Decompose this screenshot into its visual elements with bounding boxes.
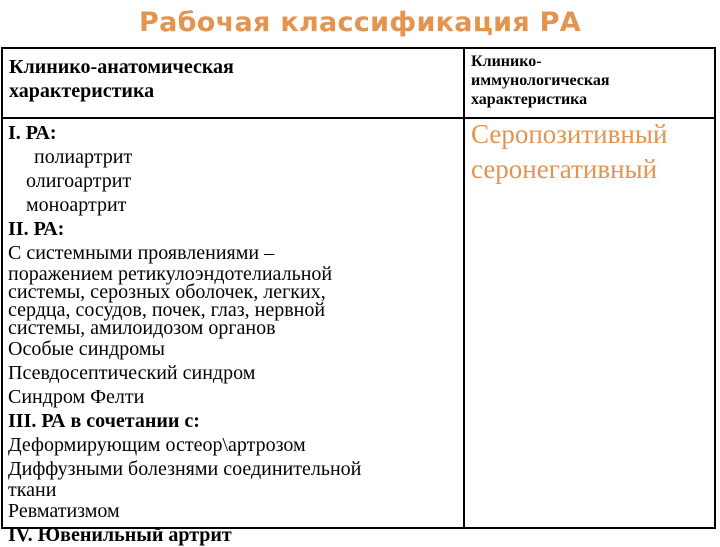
list-item: моноартрит	[26, 194, 127, 216]
section-heading: III. РА в сочетании с:	[8, 410, 200, 432]
header-right-cell	[471, 52, 711, 109]
list-item: системы, амилоидозом органов	[8, 317, 276, 339]
list-item: серонегативный	[471, 154, 658, 184]
list-item: Диффузными болезнями соединительной	[8, 458, 362, 480]
header-left-line: Клинико-анатомическая	[9, 56, 234, 78]
slide-title: Рабочая классификация РА	[139, 7, 581, 38]
list-item: Ревматизмом	[8, 500, 120, 522]
list-item: поражением ретикулоэндотелиальной	[8, 263, 333, 285]
header-right-line: иммунологическая	[471, 72, 610, 89]
classification-table	[1, 47, 716, 546]
list-item: Особые синдромы	[8, 338, 165, 360]
list-item: Синдром Фелти	[8, 386, 145, 408]
list-item: олигоартрит	[26, 170, 132, 192]
list-item: системы, серозных оболочек, легких,	[8, 281, 326, 303]
clinical-anatomical-cell	[8, 121, 460, 547]
header-right-line: характеристика	[471, 91, 588, 108]
clinical-immunological-cell	[471, 117, 716, 187]
header-right-line: Клинико-	[471, 53, 542, 70]
section-heading: I. РА:	[8, 122, 57, 144]
list-item: Серопозитивный	[471, 119, 668, 149]
list-item: полиартрит	[34, 146, 133, 168]
list-item: Псевдосептический синдром	[8, 362, 256, 384]
list-item: сердца, сосудов, почек, глаз, нервной	[8, 299, 326, 321]
header-left-cell	[9, 55, 454, 103]
section-heading: II. РА:	[8, 218, 65, 240]
header-left-line: характеристика	[9, 80, 155, 102]
list-item: С системными проявлениями –	[8, 242, 275, 264]
column-divider	[463, 49, 465, 527]
list-item: Деформирующим остеор\артрозом	[8, 434, 306, 456]
section-heading: IV. Ювенильный артрит	[8, 524, 232, 546]
list-item: ткани	[8, 479, 57, 501]
